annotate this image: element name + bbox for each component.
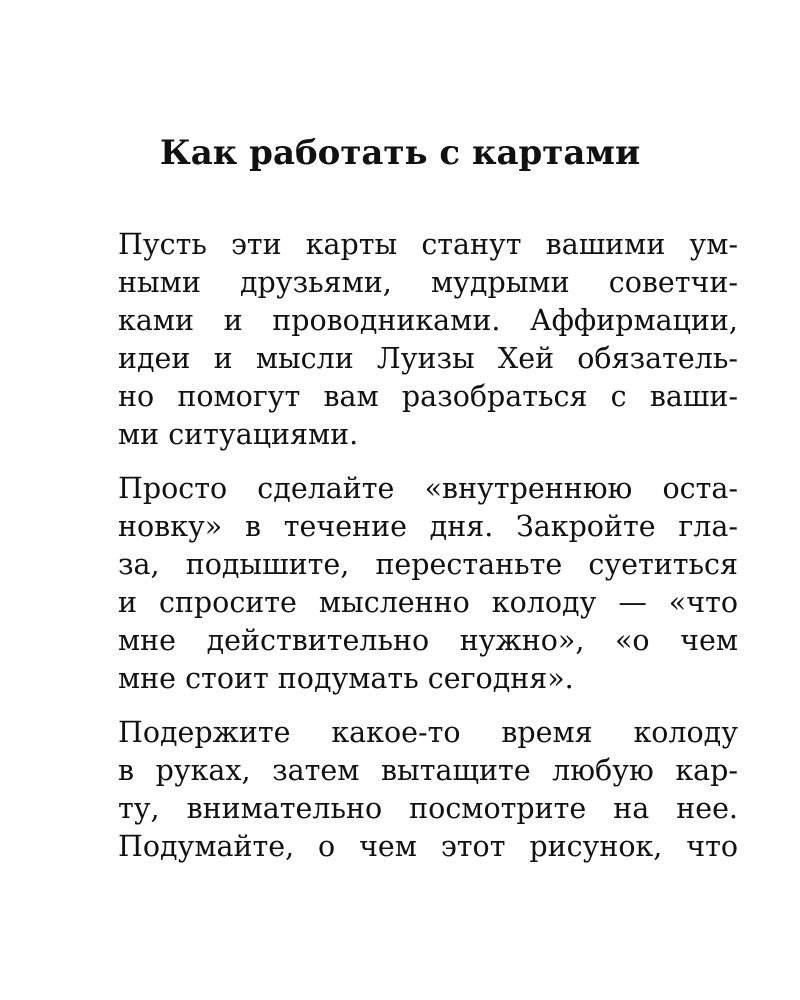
- text-line: новку» в течение дня. Закройте гла-: [118, 510, 738, 543]
- text-line: Пусть эти карты станут вашими ум-: [118, 228, 738, 261]
- text-line: но помогут вам разобраться с ваши-: [118, 380, 738, 413]
- text-line: мне действительно нужно», «о чем: [118, 624, 738, 657]
- text-line: ками и проводниками. Аффирмации,: [118, 304, 738, 337]
- text-line: ными друзьями, мудрыми советчи-: [118, 266, 738, 299]
- text-line: и спросите мысленно колоду — «что: [118, 586, 738, 619]
- text-line: мне стоит подумать сегодня».: [118, 662, 574, 695]
- paragraph-2: [118, 470, 738, 698]
- text-line: в руках, затем вытащите любую кар-: [118, 754, 738, 787]
- text-line: ту, внимательно посмотрите на нее.: [118, 792, 738, 825]
- text-line: Подержите какое-то время колоду: [118, 716, 738, 749]
- text-line: Просто сделайте «внутреннюю оста-: [118, 472, 738, 505]
- page-title: Как работать с картами: [159, 133, 641, 173]
- text-line: идеи и мысли Луизы Хей обязатель-: [118, 342, 738, 375]
- body-text: [118, 226, 738, 882]
- text-line: ми ситуациями.: [118, 418, 359, 451]
- text-line: Подумайте, о чем этот рисунок, что: [118, 830, 738, 863]
- paragraph-1: [118, 226, 738, 454]
- text-line: за, подышите, перестаньте суетиться: [118, 548, 738, 581]
- paragraph-3: [118, 714, 738, 866]
